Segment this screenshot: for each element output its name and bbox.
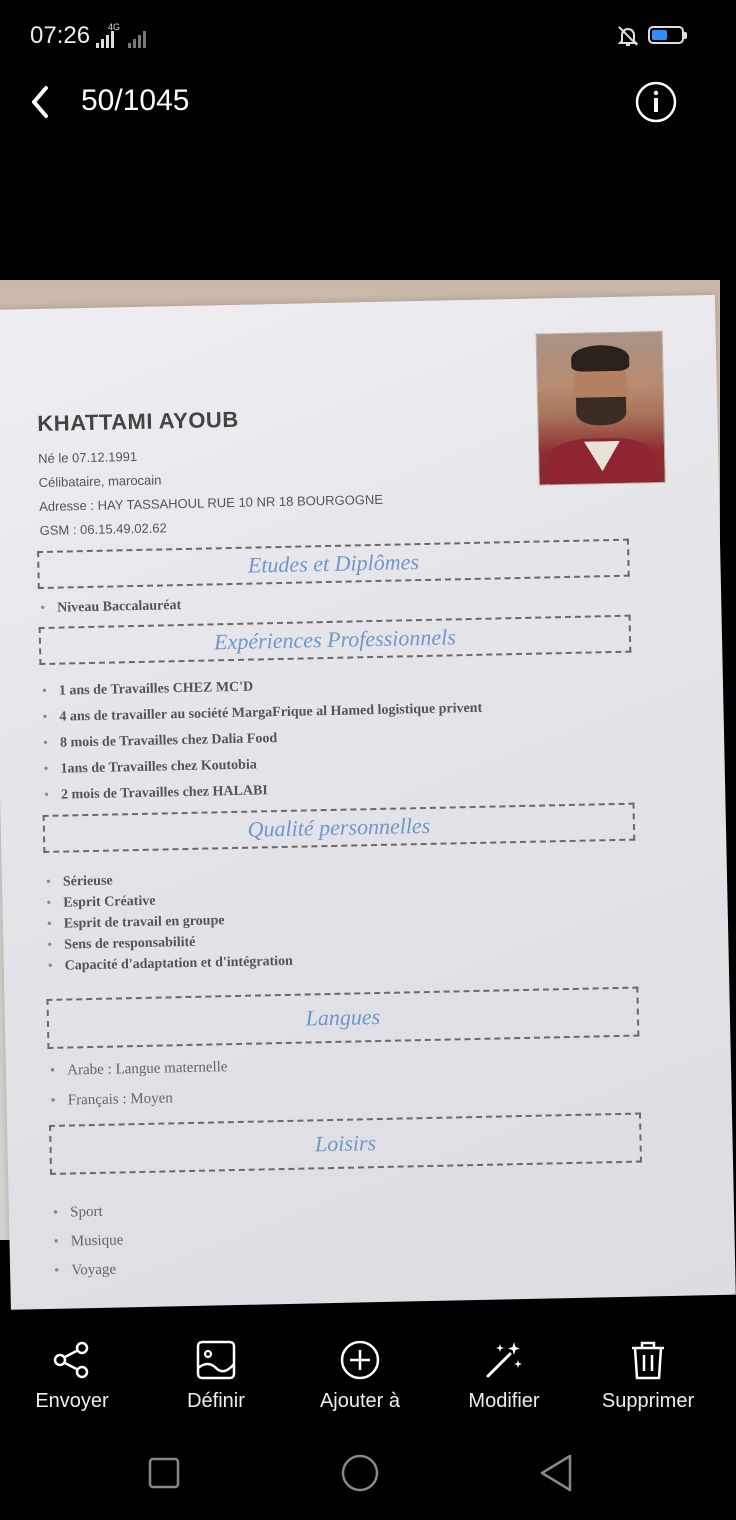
- trash-icon: [626, 1338, 670, 1382]
- info-icon[interactable]: [634, 80, 678, 124]
- share-button[interactable]: [0, 1330, 144, 1420]
- share-icon: [50, 1338, 94, 1382]
- photo-view[interactable]: [0, 280, 720, 1279]
- add-to-label: Ajouter à: [319, 1390, 401, 1412]
- section-languages: [46, 987, 639, 1049]
- set-as-button[interactable]: [144, 1330, 288, 1420]
- list-item: • 4 ans de travailler au société MargaFrique al Hamed logistique privent: [42, 701, 482, 726]
- chevron-left-icon[interactable]: [24, 82, 60, 122]
- section-title: Qualité personnelles: [247, 812, 431, 842]
- list-item: • 1 ans de Travailles CHEZ MC'D: [42, 680, 254, 700]
- portrait-photo: [536, 331, 666, 486]
- section-studies: [37, 539, 630, 589]
- section-title: Langues: [305, 1003, 381, 1031]
- cv-phone: GSM : 06.15.49.02.62: [39, 520, 167, 539]
- bottom-toolbar: [0, 1330, 720, 1420]
- image-counter: 50/1045: [81, 84, 190, 117]
- list-item: • Sens de responsabilité: [47, 935, 195, 954]
- list-item: • Capacité d'adaptation et d'intégration: [48, 954, 293, 975]
- image-icon: [194, 1338, 238, 1382]
- list-item: • 2 mois de Travailles chez HALABI: [44, 783, 268, 804]
- battery-icon: [648, 26, 684, 44]
- signal-icon: [96, 31, 114, 48]
- bell-muted-icon: [616, 24, 640, 48]
- add-to-button[interactable]: [288, 1330, 432, 1420]
- delete-label: Supprimer: [601, 1390, 695, 1412]
- cv-address: Adresse : HAY TASSAHOUL RUE 10 NR 18 BOURGOGNE: [38, 491, 384, 515]
- square-icon[interactable]: [134, 1448, 194, 1498]
- section-hobbies: [49, 1113, 642, 1175]
- section-experience: [39, 615, 632, 665]
- battery-level: [652, 30, 667, 40]
- list-item: • Sport: [53, 1204, 103, 1222]
- list-item: • Niveau Baccalauréat: [40, 598, 181, 617]
- list-item: • 8 mois de Travailles chez Dalia Food: [43, 731, 277, 752]
- list-item: • Musique: [53, 1232, 123, 1250]
- plus-circle-icon: [338, 1338, 382, 1382]
- set-as-label: Définir: [187, 1390, 245, 1412]
- list-item: • Esprit Créative: [46, 894, 155, 912]
- list-item: • Esprit de travail en groupe: [47, 913, 225, 933]
- magic-wand-icon: [482, 1338, 526, 1382]
- cv-status: Célibataire, marocain: [38, 472, 162, 491]
- list-item: • 1ans de Travailles chez Koutobia: [43, 758, 256, 778]
- signal-secondary-icon: [128, 31, 146, 48]
- edit-label: Modifier: [468, 1390, 540, 1412]
- list-item: • Français : Moyen: [50, 1090, 173, 1110]
- list-item: • Arabe : Langue maternelle: [50, 1059, 228, 1080]
- system-navbar: [0, 1430, 720, 1520]
- section-title: Etudes et Diplômes: [247, 549, 420, 578]
- edit-button[interactable]: [432, 1330, 576, 1420]
- list-item: • Sérieuse: [46, 874, 113, 891]
- section-title: Loisirs: [314, 1130, 377, 1157]
- share-label: Envoyer: [35, 1390, 109, 1412]
- section-qualities: [43, 803, 636, 853]
- viewer-header: [0, 72, 720, 132]
- status-bar: [0, 0, 720, 72]
- list-item: • Voyage: [54, 1262, 116, 1280]
- network-indicator: [96, 24, 146, 48]
- triangle-back-icon[interactable]: [526, 1448, 586, 1498]
- document-page: [0, 295, 736, 1310]
- status-time: 07:26: [30, 22, 91, 49]
- cv-name: KHATTAMI AYOUB: [37, 406, 239, 437]
- delete-button[interactable]: [576, 1330, 720, 1420]
- network-type: 4G: [108, 22, 121, 32]
- circle-icon[interactable]: [330, 1448, 390, 1498]
- section-title: Expériences Professionnels: [213, 624, 457, 655]
- cv-birth: Né le 07.12.1991: [37, 448, 138, 467]
- cv-document: [30, 316, 670, 1279]
